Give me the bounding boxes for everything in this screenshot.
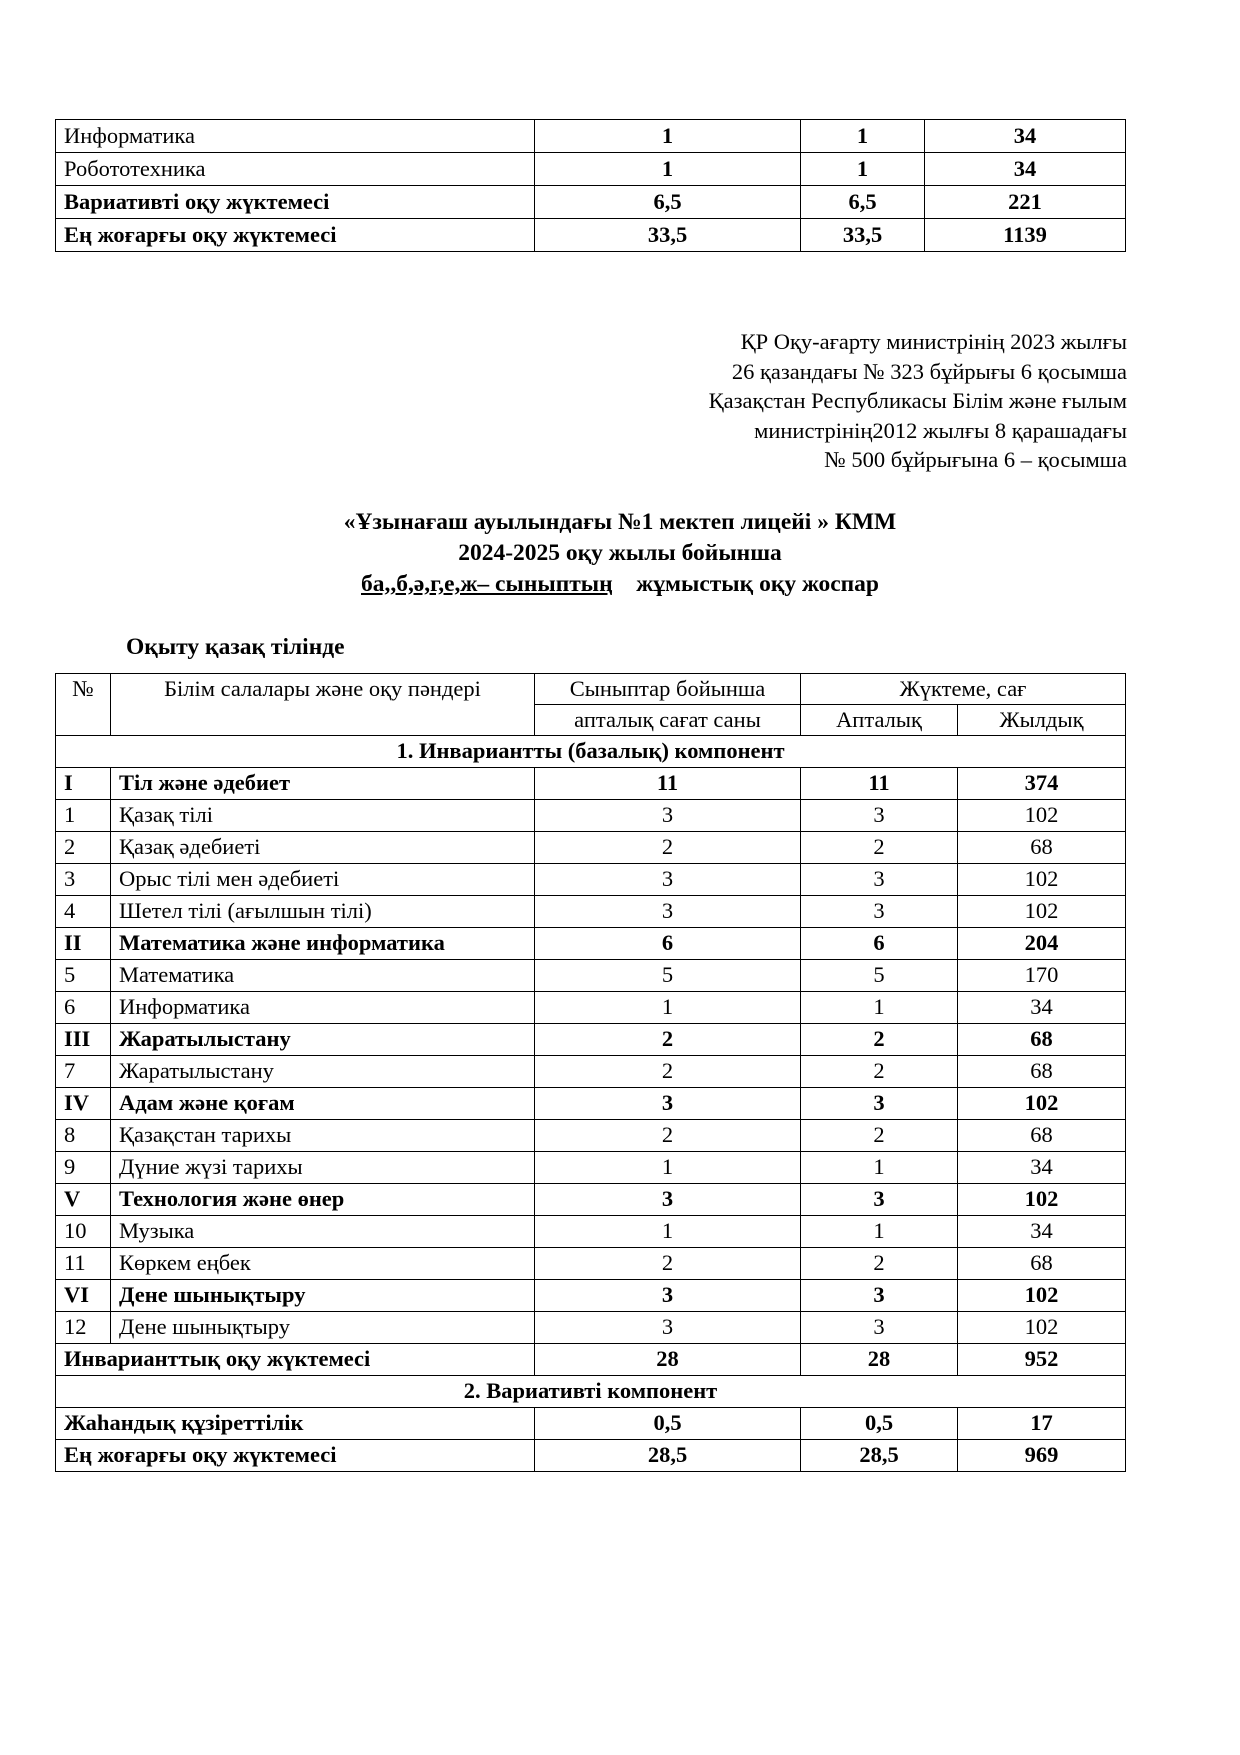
- approval-line: № 500 бұйрығына 6 – қосымша: [824, 447, 1127, 472]
- yearly-cell: 68: [958, 1120, 1126, 1152]
- header-yearly: Жылдық: [958, 705, 1126, 736]
- header-subjects: Білім салалары және оқу пәндері: [111, 674, 535, 736]
- yearly-cell: 34: [958, 1152, 1126, 1184]
- row-number: VI: [56, 1280, 111, 1312]
- yearly-cell: 17: [958, 1408, 1126, 1440]
- yearly-cell: 204: [958, 928, 1126, 960]
- subject-name: Дене шынықтыру: [111, 1312, 535, 1344]
- hours-cell: 3: [535, 864, 801, 896]
- section-subtotal-row: [56, 1088, 1126, 1120]
- yearly-cell: 34: [925, 153, 1126, 186]
- weekly-cell: 3: [801, 1280, 958, 1312]
- header-load: Жүктеме, сағ: [801, 674, 1126, 705]
- header-weekly: Апталық: [801, 705, 958, 736]
- table-row: [56, 120, 1126, 153]
- heading-classes-underlined: ба,,б,ә,г,е,ж– сыныптың: [361, 571, 613, 597]
- weekly-cell: 1: [801, 120, 925, 153]
- yearly-cell: 68: [958, 1056, 1126, 1088]
- subject-name: Математика: [111, 960, 535, 992]
- row-number: 3: [56, 864, 111, 896]
- hours-cell: 3: [535, 800, 801, 832]
- weekly-cell: 3: [801, 864, 958, 896]
- table-row: [56, 219, 1126, 252]
- weekly-cell: 0,5: [801, 1408, 958, 1440]
- section-row: [56, 1376, 1126, 1408]
- row-number: 9: [56, 1152, 111, 1184]
- subject-name: Технология және өнер: [111, 1184, 535, 1216]
- total-label: Ең жоғарғы оқу жүктемесі: [56, 1440, 535, 1472]
- hours-cell: 28,5: [535, 1440, 801, 1472]
- row-number: 2: [56, 832, 111, 864]
- yearly-cell: 102: [958, 864, 1126, 896]
- subject-name: Ең жоғарғы оқу жүктемесі: [56, 219, 535, 252]
- heading-classes: [0, 569, 1240, 600]
- section-subtotal-row: [56, 1184, 1126, 1216]
- subject-name: Информатика: [56, 120, 535, 153]
- weekly-cell: 2: [801, 832, 958, 864]
- table-row: [56, 1312, 1126, 1344]
- approval-line: ҚР Оқу-ағарту министрінің 2023 жылғы: [740, 329, 1127, 354]
- hours-cell: 3: [535, 1312, 801, 1344]
- subject-name: Қазақстан тарихы: [111, 1120, 535, 1152]
- table-row: [56, 896, 1126, 928]
- approval-line: министрінің2012 жылғы 8 қарашадағы: [754, 417, 1127, 443]
- subject-name: Қазақ әдебиеті: [111, 832, 535, 864]
- approval-line: Қазақстан Республикасы Білім және ғылым: [708, 388, 1127, 413]
- yearly-cell: 102: [958, 1280, 1126, 1312]
- yearly-cell: 102: [958, 1184, 1126, 1216]
- subject-name: Робототехника: [56, 153, 535, 186]
- total-label: Жаһандық құзіреттілік: [56, 1408, 535, 1440]
- yearly-cell: 170: [958, 960, 1126, 992]
- hours-cell: 6,5: [535, 186, 801, 219]
- row-number: II: [56, 928, 111, 960]
- table-row: [56, 960, 1126, 992]
- section-row: [56, 736, 1126, 768]
- hours-cell: 0,5: [535, 1408, 801, 1440]
- header-num: №: [56, 674, 111, 736]
- table-row: [56, 832, 1126, 864]
- weekly-cell: 1: [801, 992, 958, 1024]
- weekly-cell: 2: [801, 1120, 958, 1152]
- subject-name: Қазақ тілі: [111, 800, 535, 832]
- yearly-cell: 221: [925, 186, 1126, 219]
- total-label: Инварианттық оқу жүктемесі: [56, 1344, 535, 1376]
- hours-cell: 28: [535, 1344, 801, 1376]
- row-number: V: [56, 1184, 111, 1216]
- yearly-cell: 969: [958, 1440, 1126, 1472]
- weekly-cell: 3: [801, 1088, 958, 1120]
- table-row: [56, 1120, 1126, 1152]
- weekly-cell: 1: [801, 153, 925, 186]
- table-row: [56, 1152, 1126, 1184]
- yearly-cell: 68: [958, 832, 1126, 864]
- hours-cell: 3: [535, 1280, 801, 1312]
- hours-cell: 2: [535, 1056, 801, 1088]
- weekly-cell: 28: [801, 1344, 958, 1376]
- curriculum-table: [55, 673, 1126, 1472]
- hours-cell: 1: [535, 120, 801, 153]
- variative-row: [56, 1440, 1126, 1472]
- hours-cell: 2: [535, 1024, 801, 1056]
- weekly-cell: 3: [801, 800, 958, 832]
- approval-note: [709, 327, 1127, 475]
- hours-cell: 5: [535, 960, 801, 992]
- section-subtotal-row: [56, 1280, 1126, 1312]
- yearly-cell: 102: [958, 1088, 1126, 1120]
- approval-line: 26 қазандағы № 323 бұйрығы 6 қосымша: [731, 358, 1127, 384]
- weekly-cell: 3: [801, 896, 958, 928]
- row-number: III: [56, 1024, 111, 1056]
- hours-cell: 33,5: [535, 219, 801, 252]
- weekly-cell: 6,5: [801, 186, 925, 219]
- heading-school: «Ұзынағаш ауылындағы №1 мектеп лицейі » КММ: [343, 509, 897, 535]
- subject-name: Жаратылыстану: [111, 1056, 535, 1088]
- subject-name: Көркем еңбек: [111, 1248, 535, 1280]
- variative-row: [56, 1408, 1126, 1440]
- language-note: Оқыту қазақ тілінде: [126, 634, 345, 660]
- subject-name: Математика және информатика: [111, 928, 535, 960]
- weekly-cell: 1: [801, 1216, 958, 1248]
- weekly-cell: 2: [801, 1248, 958, 1280]
- row-number: 7: [56, 1056, 111, 1088]
- header-row: [56, 674, 1126, 705]
- table-row: [56, 800, 1126, 832]
- row-number: 10: [56, 1216, 111, 1248]
- hours-cell: 1: [535, 1152, 801, 1184]
- top-continuation-table: [55, 119, 1126, 252]
- yearly-cell: 34: [958, 1216, 1126, 1248]
- hours-cell: 3: [535, 896, 801, 928]
- weekly-cell: 33,5: [801, 219, 925, 252]
- yearly-cell: 952: [958, 1344, 1126, 1376]
- weekly-cell: 2: [801, 1056, 958, 1088]
- subject-name: Жаратылыстану: [111, 1024, 535, 1056]
- hours-cell: 6: [535, 928, 801, 960]
- section-invariant-title: 1. Инвариантты (базалық) компонент: [56, 736, 1126, 768]
- yearly-cell: 374: [958, 768, 1126, 800]
- hours-cell: 2: [535, 1248, 801, 1280]
- subject-name: Тіл және әдебиет: [111, 768, 535, 800]
- subject-name: Шетел тілі (ағылшын тілі): [111, 896, 535, 928]
- yearly-cell: 34: [958, 992, 1126, 1024]
- subject-name: Орыс тілі мен әдебиеті: [111, 864, 535, 896]
- hours-cell: 2: [535, 832, 801, 864]
- table-row: [56, 153, 1126, 186]
- document-heading: [0, 507, 1240, 600]
- section-subtotal-row: [56, 1024, 1126, 1056]
- weekly-cell: 11: [801, 768, 958, 800]
- hours-cell: 3: [535, 1088, 801, 1120]
- weekly-cell: 6: [801, 928, 958, 960]
- invariant-total-row: [56, 1344, 1126, 1376]
- subject-name: Дене шынықтыру: [111, 1280, 535, 1312]
- table-row: [56, 1056, 1126, 1088]
- yearly-cell: 68: [958, 1248, 1126, 1280]
- weekly-cell: 2: [801, 1024, 958, 1056]
- subject-name: Информатика: [111, 992, 535, 1024]
- row-number: 12: [56, 1312, 111, 1344]
- yearly-cell: 102: [958, 896, 1126, 928]
- weekly-cell: 3: [801, 1312, 958, 1344]
- section-subtotal-row: [56, 928, 1126, 960]
- table-row: [56, 1248, 1126, 1280]
- subject-name: Вариативті оқу жүктемесі: [56, 186, 535, 219]
- yearly-cell: 68: [958, 1024, 1126, 1056]
- hours-cell: 3: [535, 1184, 801, 1216]
- row-number: 11: [56, 1248, 111, 1280]
- row-number: 5: [56, 960, 111, 992]
- yearly-cell: 102: [958, 1312, 1126, 1344]
- heading-plan-title: жұмыстық оқу жоспар: [612, 571, 879, 597]
- subject-name: Адам және қоғам: [111, 1088, 535, 1120]
- row-number: IV: [56, 1088, 111, 1120]
- section-subtotal-row: [56, 768, 1126, 800]
- weekly-cell: 28,5: [801, 1440, 958, 1472]
- table-row: [56, 186, 1126, 219]
- hours-cell: 1: [535, 153, 801, 186]
- row-number: I: [56, 768, 111, 800]
- header-hours-line1: Сыныптар бойынша: [535, 674, 801, 705]
- table-row: [56, 992, 1126, 1024]
- header-hours-line2: апталық сағат саны: [535, 705, 801, 736]
- row-number: 8: [56, 1120, 111, 1152]
- row-number: 4: [56, 896, 111, 928]
- yearly-cell: 102: [958, 800, 1126, 832]
- subject-name: Дүние жүзі тарихы: [111, 1152, 535, 1184]
- weekly-cell: 3: [801, 1184, 958, 1216]
- weekly-cell: 5: [801, 960, 958, 992]
- table-row: [56, 1216, 1126, 1248]
- weekly-cell: 1: [801, 1152, 958, 1184]
- table-row: [56, 864, 1126, 896]
- row-number: 6: [56, 992, 111, 1024]
- hours-cell: 11: [535, 768, 801, 800]
- section-variative-title: 2. Вариативті компонент: [56, 1376, 1126, 1408]
- hours-cell: 1: [535, 1216, 801, 1248]
- yearly-cell: 1139: [925, 219, 1126, 252]
- hours-cell: 1: [535, 992, 801, 1024]
- row-number: 1: [56, 800, 111, 832]
- heading-year: 2024-2025 оқу жылы бойынша: [458, 540, 782, 566]
- subject-name: Музыка: [111, 1216, 535, 1248]
- hours-cell: 2: [535, 1120, 801, 1152]
- yearly-cell: 34: [925, 120, 1126, 153]
